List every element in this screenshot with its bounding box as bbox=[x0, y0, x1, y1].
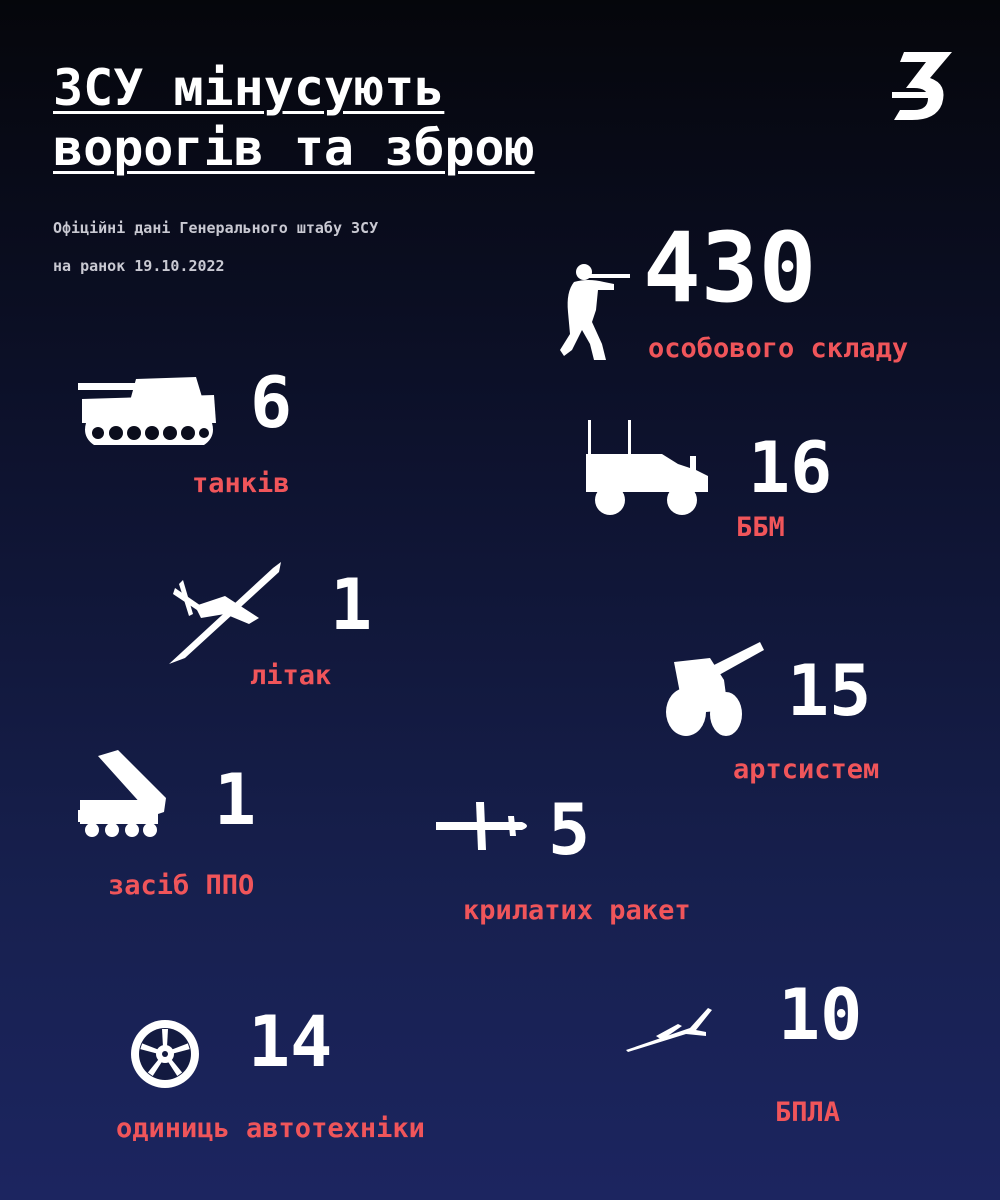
cruise-missiles-value: 5 bbox=[548, 789, 591, 871]
title-line-2: ворогів та зброю bbox=[53, 119, 535, 177]
cruise-missiles-label: крилатих ракет bbox=[463, 895, 691, 926]
cruise-missile-icon bbox=[436, 800, 532, 852]
vehicles-label: одиниць автотехніки bbox=[116, 1113, 425, 1144]
aircraft-label: літак bbox=[250, 660, 332, 691]
airplane-icon bbox=[165, 558, 285, 668]
brand-logo-icon bbox=[890, 48, 956, 124]
air-defense-value: 1 bbox=[214, 759, 257, 841]
tanks-label: танків bbox=[192, 468, 290, 499]
date-note: на ранок 19.10.2022 bbox=[53, 257, 225, 275]
drone-icon bbox=[626, 998, 714, 1054]
uav-label: БПЛА bbox=[775, 1097, 841, 1128]
aircraft-value: 1 bbox=[330, 564, 373, 646]
armored-vehicle-icon bbox=[586, 420, 710, 518]
personnel-label: особового складу bbox=[648, 333, 909, 364]
afv-value: 16 bbox=[748, 427, 833, 509]
wheel-icon bbox=[130, 1019, 200, 1089]
artillery-label: артсистем bbox=[733, 754, 880, 785]
afv-label: ББМ bbox=[736, 512, 785, 543]
air-defense-launcher-icon bbox=[78, 750, 168, 840]
soldier-icon bbox=[558, 262, 630, 364]
vehicles-value: 14 bbox=[248, 1001, 333, 1083]
tanks-value: 6 bbox=[250, 362, 293, 444]
title-line-1: ЗСУ мінусують bbox=[53, 59, 445, 117]
uav-value: 10 bbox=[778, 974, 863, 1056]
artillery-value: 15 bbox=[787, 650, 872, 732]
page-title bbox=[53, 58, 535, 178]
tank-icon bbox=[78, 375, 218, 450]
source-note: Офіційні дані Генерального штабу ЗСУ bbox=[53, 219, 379, 237]
personnel-value: 430 bbox=[643, 212, 817, 324]
air-defense-label: засіб ППО bbox=[108, 870, 255, 901]
artillery-icon bbox=[664, 640, 764, 740]
